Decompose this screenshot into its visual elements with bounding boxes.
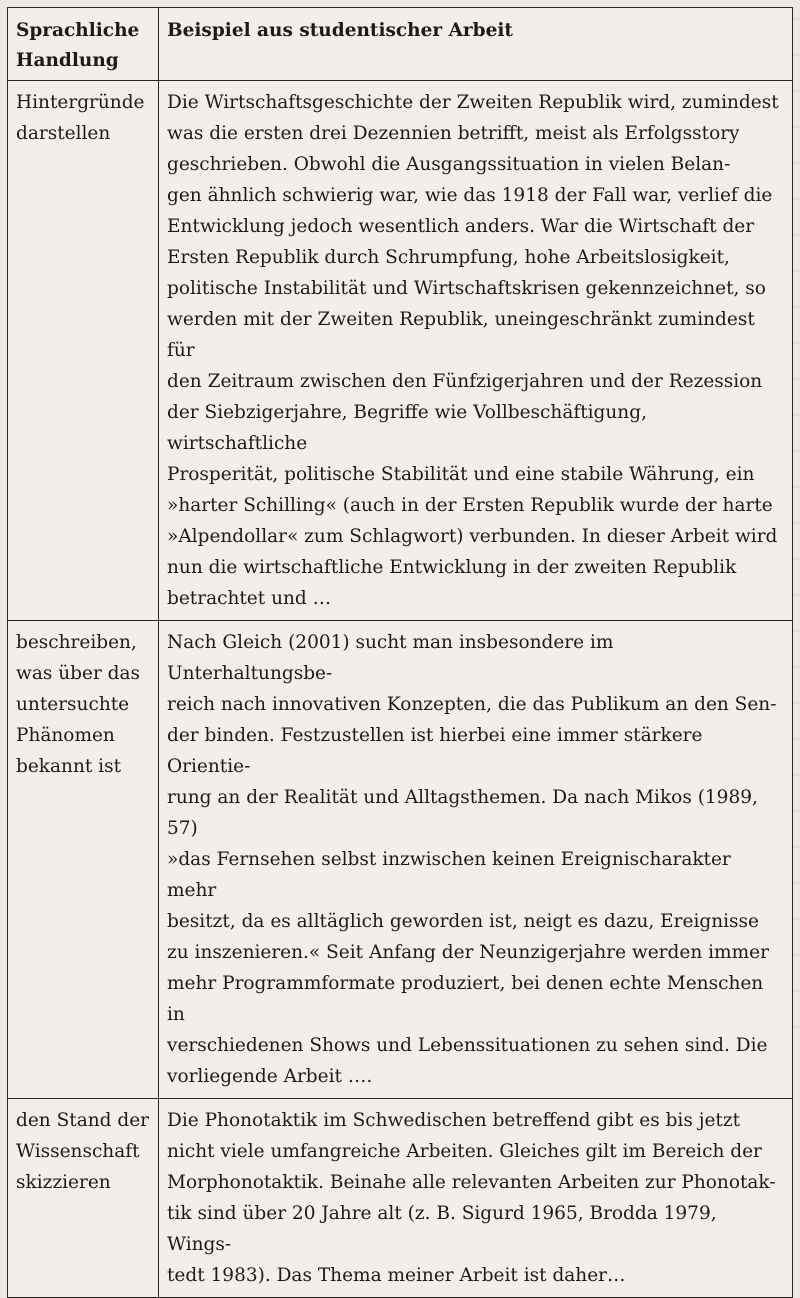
language-actions-table [7,7,793,1298]
row-action-hintergruende: Hintergründe darstellen [8,81,159,621]
row-example-unterhaltung: Nach Gleich (2001) sucht man insbesondere im Unterhaltungsbe- reich nach innovativen Konzepten, die das Publikum an den Sen- der binden. Festzustellen ist hierbei eine immer stärkere Orientie- rung an der Realität und Alltagsthemen. Da nach Mikos (1989, 57) »das Fernsehen selbst inzwischen keinen Ereignischarakter mehr besitzt, da es alltäglich geworden ist, neigt es dazu, Ereignisse zu inszenieren.« Seit Anfang der Neunzigerjahre werden immer mehr Programmformate produziert, bei denen echte Menschen in verschiedenen Shows und Lebenssituationen zu sehen sind. Die vorliegende Arbeit …. [159,621,793,1099]
header-sprachliche-handlung: Sprachliche Handlung [8,8,159,81]
header-beispiel: Beispiel aus studentischer Arbeit [159,8,793,81]
table-row [8,621,793,1099]
table-row [8,1099,793,1298]
row-action-stand-der-wissenschaft: den Stand der Wissenschaft skizzieren [8,1099,159,1298]
row-action-beschreiben: beschreiben, was über das untersuchte Phänomen bekannt ist [8,621,159,1099]
row-example-phonotaktik: Die Phonotaktik im Schwedischen betreffend gibt es bis jetzt nicht viele umfangreiche Arbeiten. Gleiches gilt im Bereich der Morphonotaktik. Beinahe alle relevanten Arbeiten zur Phonotak- tik sind über 20 Jahre alt (z. B. Sigurd 1965, Brodda 1979, Wings- tedt 1983). Das Thema meiner Arbeit ist daher… [159,1099,793,1298]
table-row [8,81,793,621]
table-header-row [8,8,793,81]
row-example-wirtschaftsgeschichte: Die Wirtschaftsgeschichte der Zweiten Republik wird, zumindest was die ersten drei Dezennien betrifft, meist als Erfolgsstory geschrieben. Obwohl die Ausgangssituation in vielen Belan- gen ähnlich schwierig war, wie das 1918 der Fall war, verlief die Entwicklung jedoch wesentlich anders. War die Wirtschaft der Ersten Republik durch Schrumpfung, hohe Arbeitslosigkeit, politische Instabilität und Wirtschaftskrisen gekennzeichnet, so werden mit der Zweiten Republik, uneingeschränkt zumindest für den Zeitraum zwischen den Fünfzigerjahren und der Rezession der Siebzigerjahre, Begriffe wie Vollbeschäftigung, wirtschaftliche Prosperität, politische Stabilität und eine stabile Währung, ein »harter Schilling« (auch in der Ersten Republik wurde der harte »Alpendollar« zum Schlagwort) verbunden. In dieser Arbeit wird nun die wirtschaftliche Entwicklung in der zweiten Republik betrachtet und … [159,81,793,621]
